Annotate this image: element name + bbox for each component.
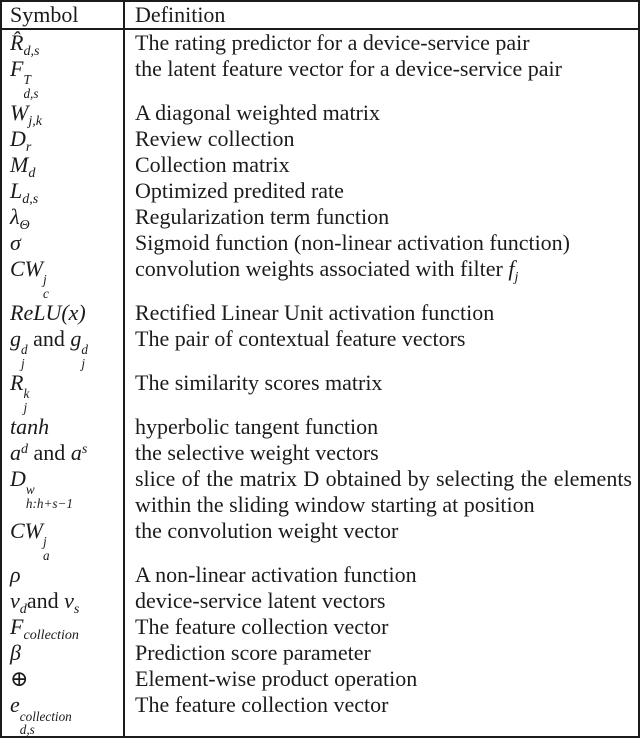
symbol-cell: ⊕ <box>10 666 29 692</box>
symbol-cell: σ <box>10 230 21 256</box>
table-row <box>1 440 639 466</box>
symbol-cell: β <box>10 640 21 666</box>
symbol-cell: $L_{d,s}$ <box>10 178 39 207</box>
definition-cell: The similarity scores matrix <box>124 370 639 414</box>
table-row <box>1 56 639 100</box>
symbol-table-body <box>1 29 639 737</box>
definition-cell: The feature collection vector <box>124 614 639 640</box>
symbol-cell: F T d,s <box>10 56 39 101</box>
definition-cell: The pair of contextual feature vectors <box>124 326 639 370</box>
table-row <box>1 178 639 204</box>
table-row <box>1 230 639 256</box>
symbol-cell: $v_dand$ $v_s$ <box>10 588 80 618</box>
definition-cell: Optimized predited rate <box>124 178 639 204</box>
symbol-cell: $F_{collection}$ <box>10 614 79 644</box>
header-definition: Definition <box>124 1 639 29</box>
symbol-cell: $\lambda_\Theta$ <box>10 204 30 233</box>
definition-cell: Rectified Linear Unit activation function <box>124 300 639 326</box>
table-row <box>1 152 639 178</box>
definition-cell: The rating predictor for a device-service pair <box>124 29 639 56</box>
symbol-cell: ρ <box>10 562 21 588</box>
definition-cell: convolution weights associated with filter $f_j$ <box>124 256 639 300</box>
table-row <box>1 126 639 152</box>
table-row <box>1 588 639 614</box>
symbol-cell: CW j a <box>10 518 50 563</box>
table-row <box>1 562 639 588</box>
symbol-cell: $a^d$ and $a^s$ <box>10 440 88 466</box>
definition-cell: the latent feature vector for a device-service pair <box>124 56 639 100</box>
table-row <box>1 326 639 370</box>
symbol-cell: tanh <box>10 414 50 440</box>
definition-cell: the convolution weight vector <box>124 518 639 562</box>
definition-cell: The feature collection vector <box>124 692 639 737</box>
table-row <box>1 666 639 692</box>
definition-cell: Sigmoid function (non-linear activation function) <box>124 230 639 256</box>
definition-cell: Element-wise product operation <box>124 666 639 692</box>
definition-cell: hyperbolic tangent function <box>124 414 639 440</box>
definition-cell: slice of the matrix D obtained by selecting the elements within the sliding window starting at position <box>124 466 639 518</box>
definition-cell: A diagonal weighted matrix <box>124 100 639 126</box>
definition-cell: device-service latent vectors <box>124 588 639 614</box>
symbol-cell: $M_d$ <box>10 152 36 181</box>
definition-cell: Review collection <box>124 126 639 152</box>
table-row <box>1 204 639 230</box>
table-row <box>1 466 639 518</box>
table-row <box>1 692 639 737</box>
table-row <box>1 518 639 562</box>
symbol-cell: D w h:h+s−1 <box>10 466 73 511</box>
symbol-cell: $R̂_{d,s}$ <box>10 30 40 59</box>
table-row <box>1 300 639 326</box>
header-row <box>1 1 639 29</box>
symbol-cell: R k j <box>10 370 30 415</box>
header-symbol: Symbol <box>1 1 124 29</box>
table-row <box>1 640 639 666</box>
table-header <box>1 1 639 29</box>
definition-cell: the selective weight vectors <box>124 440 639 466</box>
symbol-cell: $D_r$ <box>10 126 32 155</box>
symbol-cell: e collection d,s <box>10 692 72 738</box>
symbol-cell: $W_{j,k}$ <box>10 100 43 129</box>
table-row <box>1 256 639 300</box>
table-row <box>1 370 639 414</box>
table-row <box>1 614 639 640</box>
table-row <box>1 100 639 126</box>
definition-cell: Regularization term function <box>124 204 639 230</box>
symbol-cell: ReLU(x) <box>10 300 86 326</box>
symbol-cell: CW j c <box>10 256 49 301</box>
table-row <box>1 29 639 56</box>
table-row <box>1 414 639 440</box>
symbol-cell: g d j and g d j <box>10 326 88 371</box>
definition-cell: Collection matrix <box>124 152 639 178</box>
definition-cell: A non-linear activation function <box>124 562 639 588</box>
definition-cell: Prediction score parameter <box>124 640 639 666</box>
